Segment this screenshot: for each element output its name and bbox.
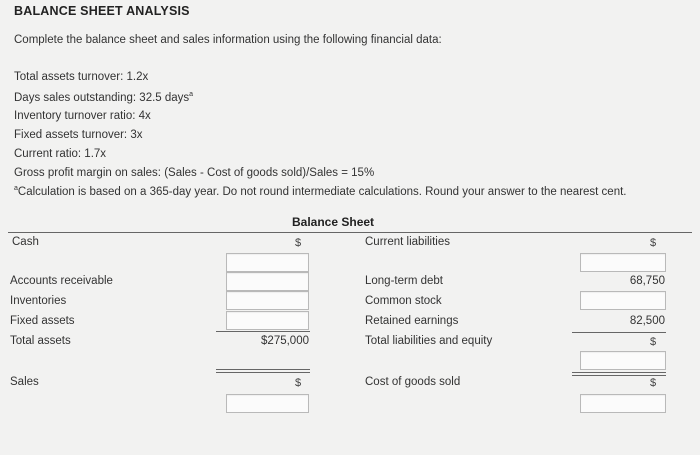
given-gross-profit-margin: Gross profit margin on sales: (Sales - Cost of goods sold)/Sales = 15%	[14, 167, 375, 179]
accounts-receivable-label: Accounts receivable	[10, 275, 113, 287]
instructions: Complete the balance sheet and sales information using the following financial data:	[14, 34, 442, 46]
sales-dollar-sign: $	[295, 377, 302, 389]
common-stock-label: Common stock	[365, 295, 442, 307]
header-rule	[8, 232, 692, 233]
given-inventory-turnover: Inventory turnover ratio: 4x	[14, 110, 151, 122]
current-liabilities-input[interactable]	[580, 253, 666, 272]
given-total-assets-turnover: Total assets turnover: 1.2x	[14, 71, 149, 83]
fixed-assets-input[interactable]	[226, 311, 309, 330]
sales-label: Sales	[10, 376, 39, 388]
sales-input[interactable]	[226, 394, 309, 413]
double-rule-bottom-left	[216, 372, 310, 373]
long-term-debt-value: 68,750	[629, 275, 665, 287]
accounts-receivable-input[interactable]	[226, 272, 309, 291]
total-assets-value: $275,000	[261, 335, 309, 347]
retained-earnings-label: Retained earnings	[365, 315, 459, 327]
double-rule-bottom-right	[572, 375, 666, 376]
balance-sheet-title: Balance Sheet	[292, 215, 375, 229]
fixed-assets-label: Fixed assets	[10, 315, 75, 327]
cash-label: Cash	[12, 236, 39, 248]
cogs-dollar-sign: $	[650, 377, 657, 389]
total-liabilities-equity-input[interactable]	[580, 351, 666, 370]
given-fixed-assets-turnover: Fixed assets turnover: 3x	[14, 129, 143, 141]
double-rule-top-left	[216, 369, 310, 370]
retained-earnings-value: 82,500	[629, 315, 665, 327]
common-stock-input[interactable]	[580, 291, 666, 310]
total-assets-rule	[216, 331, 310, 332]
total-liabilities-rule	[572, 332, 666, 333]
footnote-marker: a	[189, 91, 194, 98]
long-term-debt-label: Long-term debt	[365, 275, 443, 287]
footnote: $^a$Calculation is based on a 365-day year. Do not round intermediate calculations. Round your answer to the nearest cent.	[14, 185, 627, 198]
cost-of-goods-sold-label: Cost of goods sold	[365, 376, 461, 388]
page-title: BALANCE SHEET ANALYSIS	[14, 4, 190, 18]
cash-dollar-sign: $	[295, 237, 302, 249]
inventories-input[interactable]	[226, 291, 309, 310]
given-current-ratio: Current ratio: 1.7x	[14, 148, 107, 160]
total-liabilities-dollar-sign: $	[650, 336, 657, 348]
total-assets-label: Total assets	[10, 335, 71, 347]
cost-of-goods-sold-input[interactable]	[580, 394, 666, 413]
double-rule-top-right	[572, 372, 666, 373]
given-days-sales-outstanding: Days sales outstanding: 32.5 days$^a$	[14, 91, 194, 104]
inventories-label: Inventories	[10, 295, 67, 307]
total-liabilities-equity-label: Total liabilities and equity	[365, 335, 493, 347]
cash-input[interactable]	[226, 253, 309, 272]
current-liabilities-label: Current liabilities	[365, 236, 451, 248]
current-liabilities-dollar-sign: $	[650, 237, 657, 249]
footnote-marker: a	[14, 185, 18, 192]
